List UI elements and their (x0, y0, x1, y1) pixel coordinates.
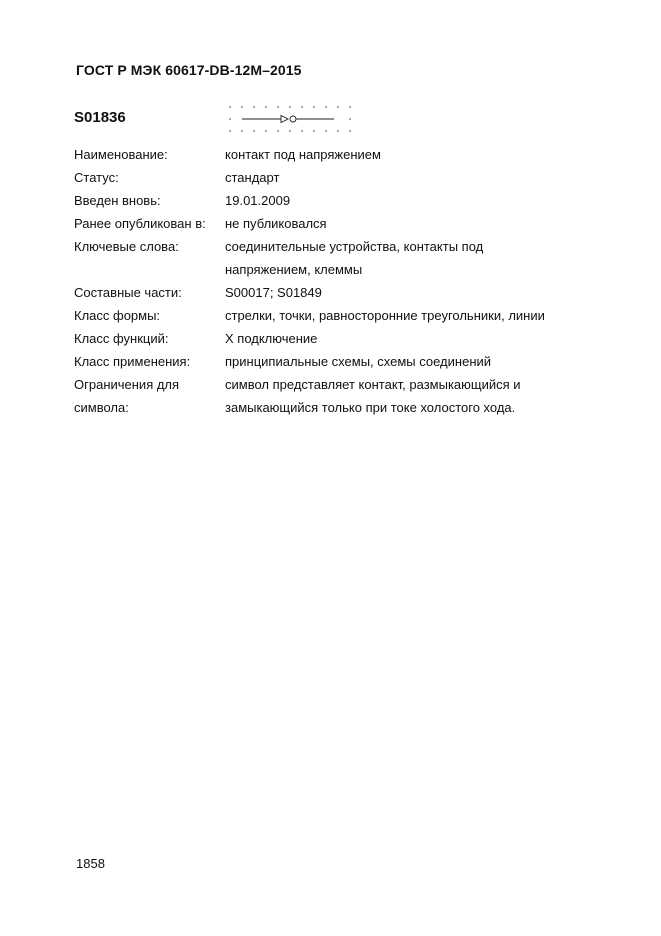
attribute-label: Ограничения для (74, 377, 180, 392)
attribute-row-keywords (74, 235, 574, 258)
attribute-value: контакт под напряжением (225, 147, 381, 162)
attribute-list (74, 143, 574, 419)
attribute-row-components (74, 281, 574, 304)
contact-under-voltage-symbol-icon (226, 100, 356, 141)
attribute-label: Класс формы: (74, 308, 161, 323)
attribute-value: символ представляет контакт, размыкающийся и (225, 377, 521, 392)
attribute-value: X подключение (225, 331, 318, 346)
attribute-value: S00017; S01849 (225, 285, 322, 300)
page-number: 1858 (76, 856, 105, 871)
attribute-row-published (74, 212, 574, 235)
attribute-row-function-class (74, 327, 574, 350)
attribute-value: стрелки, точки, равносторонние треугольники, линии (225, 308, 545, 323)
document-header: ГОСТ Р МЭК 60617-DB-12M–2015 (76, 62, 302, 78)
attribute-row-keywords-continued (74, 258, 574, 281)
attribute-row-name (74, 143, 574, 166)
attribute-value: не публиковался (225, 216, 327, 231)
attribute-value: стандарт (225, 170, 280, 185)
attribute-label: Класс функций: (74, 331, 169, 346)
attribute-row-restrictions (74, 373, 574, 396)
attribute-label (74, 258, 225, 281)
attribute-label: Наименование: (74, 147, 168, 162)
attribute-label: Составные части: (74, 285, 182, 300)
attribute-label: Ранее опубликован в: (74, 216, 206, 231)
attribute-row-shape-class (74, 304, 574, 327)
attribute-label: Статус: (74, 170, 119, 185)
attribute-row-restrictions-continued (74, 396, 574, 419)
attribute-value: напряжением, клеммы (225, 262, 363, 277)
attribute-row-application-class (74, 350, 574, 373)
attribute-row-status (74, 166, 574, 189)
symbol-code: S01836 (74, 109, 126, 126)
attribute-value: замыкающийся только при токе холостого хода. (225, 400, 516, 415)
attribute-value: 19.01.2009 (225, 193, 291, 208)
attribute-label: Ключевые слова: (74, 239, 179, 254)
attribute-row-introduced (74, 189, 574, 212)
attribute-value: соединительные устройства, контакты под (225, 239, 484, 254)
attribute-value: принципиальные схемы, схемы соединений (225, 354, 492, 369)
attribute-label: символа: (74, 400, 129, 415)
attribute-label: Класс применения: (74, 354, 191, 369)
symbol-drawing (226, 100, 356, 136)
attribute-label: Введен вновь: (74, 193, 161, 208)
